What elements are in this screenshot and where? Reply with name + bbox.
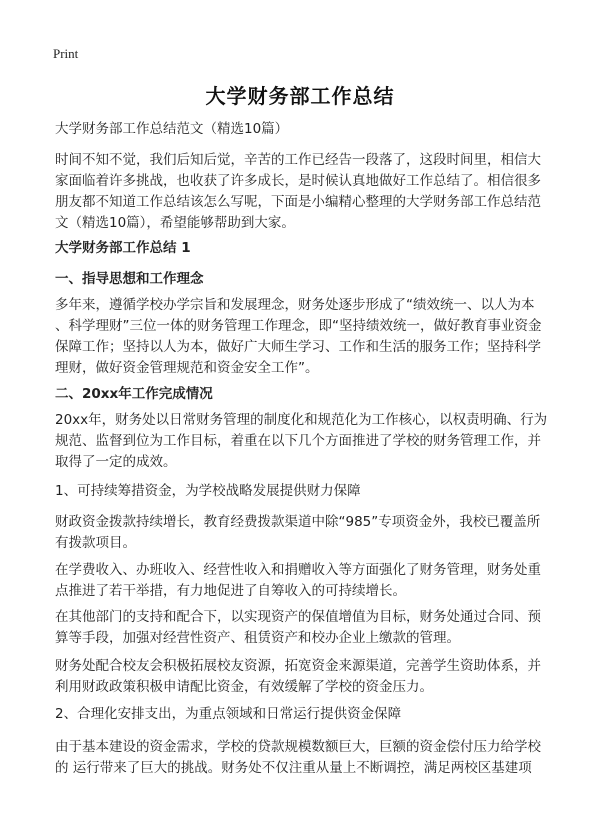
paragraph-overview: 20xx年，财务处以日常财务管理的制度化和规范化为工作核心，以权责明确、行为 规范、监督到位为工作目标，着重在以下几个方面推进了学校的财务管理工作，并 取得了一定的成效。 — [55, 412, 548, 470]
intro-line: 文（精选10篇），希望能够帮助到大家。 — [55, 215, 295, 231]
document-title: 大学财务部工作总结 — [205, 84, 395, 108]
paragraph-assets: 在其他部门的支持和配合下，以实现资产的保值增值为目标，财务处通过合同、预 算等手段，加强对经营性资产、租赁资产和校办企业上缴款的管理。 — [55, 609, 541, 646]
intro-line: 朋友都不知道工作总结该怎么写呢，下面是小编精心整理的大学财务部工作总结范 — [55, 194, 541, 210]
document-subtitle: 大学财务部工作总结范文（精选10篇） — [55, 121, 289, 137]
subheading-expenditure: 2、合理化安排支出，为重点领域和日常运行提供资金保障 — [55, 706, 402, 722]
paragraph-alumni: 财务处配合校友会积极拓展校友资源，拓宽资金来源渠道，完善学生资助体系，并 利用财政政策积极申请配比资金，有效缓解了学校的资金压力。 — [55, 658, 541, 695]
heading-work-completion: 二、20xx年工作完成情况 — [55, 386, 213, 402]
paragraph-fiscal-allocation: 财政资金拨款持续增长，教育经费拨款渠道中除“985”专项资金外，我校已覆盖所 有拨款项目。 — [55, 514, 541, 551]
intro-line: 家面临着许多挑战，也收获了许多成长，是时候认真地做好工作总结了。相信很多 — [55, 173, 541, 189]
paragraph-philosophy: 多年来，遵循学校办学宗旨和发展理念，财务处逐步形成了“绩效统一、以人为本 、科学理财”三位一体的财务管理工作理念，即“坚持绩效统一，做好教育事业资金 保障工作；坚持以人为本，做好广大师生学习、工作和生活的服务工作；坚持科学 理财，做好资金管理规范和资金安全工作”。 — [55, 297, 542, 376]
paragraph-construction: 由于基本建设的资金需求，学校的贷款规模数额巨大，巨额的资金偿付压力给学校 的 运行带来了巨大的挑战。财务处不仅注重从量上不断调控，满足两校区基建项 — [55, 739, 541, 776]
intro-line: 时间不知不觉，我们后知后觉，辛苦的工作已经告一段落了，这段时间里，相信大 — [55, 152, 541, 168]
section-title: 大学财务部工作总结 1 — [55, 240, 191, 256]
paragraph-income: 在学费收入、办班收入、经营性收入和捐赠收入等方面强化了财务管理，财务处重 点推进了若干举措，有力地促进了自筹收入的可持续增长。 — [55, 562, 541, 599]
heading-guiding-ideas: 一、指导思想和工作理念 — [55, 271, 204, 287]
subheading-funding: 1、可持续筹措资金，为学校战略发展提供财力保障 — [55, 483, 361, 499]
print-link[interactable]: Print — [53, 46, 79, 61]
intro-paragraph — [55, 150, 555, 234]
